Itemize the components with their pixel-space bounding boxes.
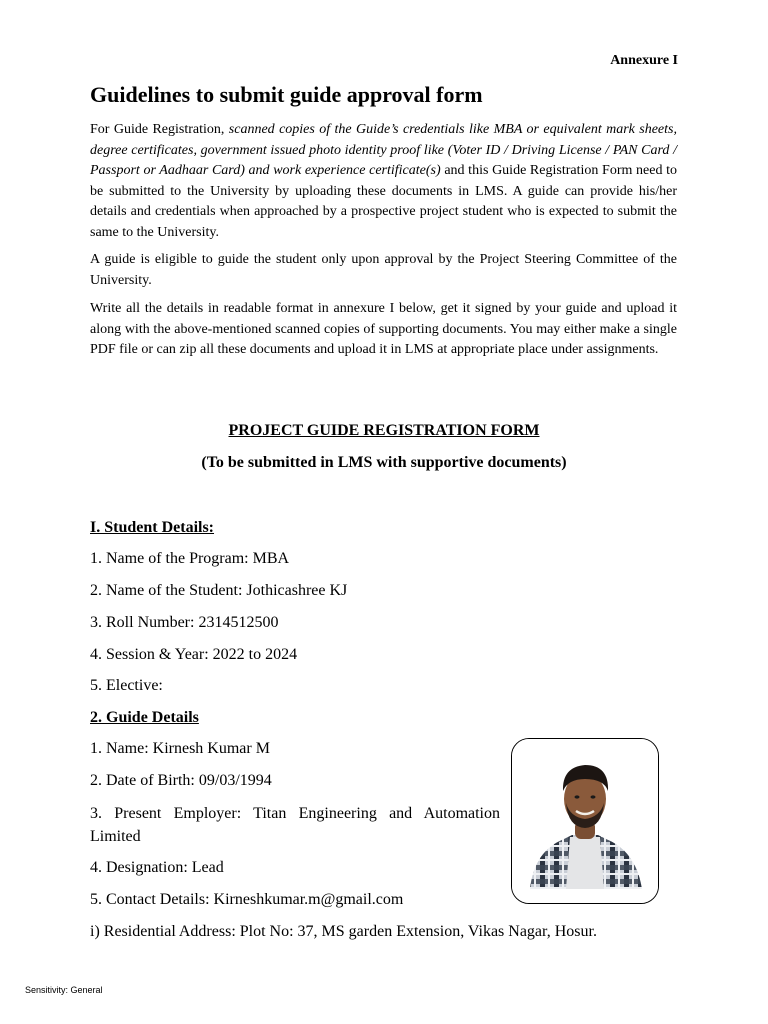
guidelines-credentials-italic: scanned copies of the Guide’s credentials like MBA or equivalent mark sheets, degree certificates, government issued photo identity proof like (Voter ID / Driving License / PAN Card / Passport or Aadhaar Card) and work experience certificate(s)	[90, 122, 677, 178]
guide-contact: 5. Contact Details: Kirneshkumar.m@gmail.com	[90, 891, 404, 908]
guidelines-paragraph-3: Write all the details in readable format in annexure I below, get it signed by your guide and upload it along with the above-mentioned scanned copies of supporting documents. You may either make a single PDF file or can zip all these documents and upload it in LMS at appropriate place under assignments.	[90, 301, 677, 357]
student-elective: 5. Elective:	[90, 677, 163, 694]
guide-dob: 2. Date of Birth: 09/03/1994	[90, 772, 272, 789]
student-session: 4. Session & Year: 2022 to 2024	[90, 646, 298, 663]
guidelines-intro: For Guide Registration,	[90, 122, 229, 137]
guide-photo	[511, 738, 659, 904]
guidelines-rest: and this Guide Registration Form need to be submitted to the University by uploading these documents in LMS. A guide can provide his/her details and credentials when approached by a prospective project student who is expected to submit the same to the University.	[90, 163, 677, 240]
guide-employer: 3. Present Employer: Titan Engineering and Automation Limited	[90, 805, 500, 845]
guide-designation: 4. Designation: Lead	[90, 859, 224, 876]
form-subtitle: (To be submitted in LMS with supportive documents)	[201, 454, 567, 471]
student-roll-number: 3. Roll Number: 2314512500	[90, 614, 279, 631]
sensitivity-footer: Sensitivity: General	[25, 985, 103, 995]
guidelines-paragraph-2: A guide is eligible to guide the student only upon approval by the Project Steering Committee of the University.	[90, 252, 677, 288]
annexure-label: Annexure I	[610, 53, 678, 68]
student-details-heading: I. Student Details:	[90, 519, 215, 536]
guide-portrait-image	[512, 739, 658, 903]
page-title: Guidelines to submit guide approval form	[90, 82, 483, 107]
guide-details-heading: 2. Guide Details	[90, 709, 199, 726]
guidelines-paragraph-1	[90, 120, 677, 243]
guide-address: i) Residential Address: Plot No: 37, MS garden Extension, Vikas Nagar, Hosur.	[90, 923, 597, 940]
form-title: PROJECT GUIDE REGISTRATION FORM	[228, 422, 540, 439]
student-name: 2. Name of the Student: Jothicashree KJ	[90, 582, 348, 599]
student-program: 1. Name of the Program: MBA	[90, 550, 290, 567]
guide-name: 1. Name: Kirnesh Kumar M	[90, 740, 270, 757]
